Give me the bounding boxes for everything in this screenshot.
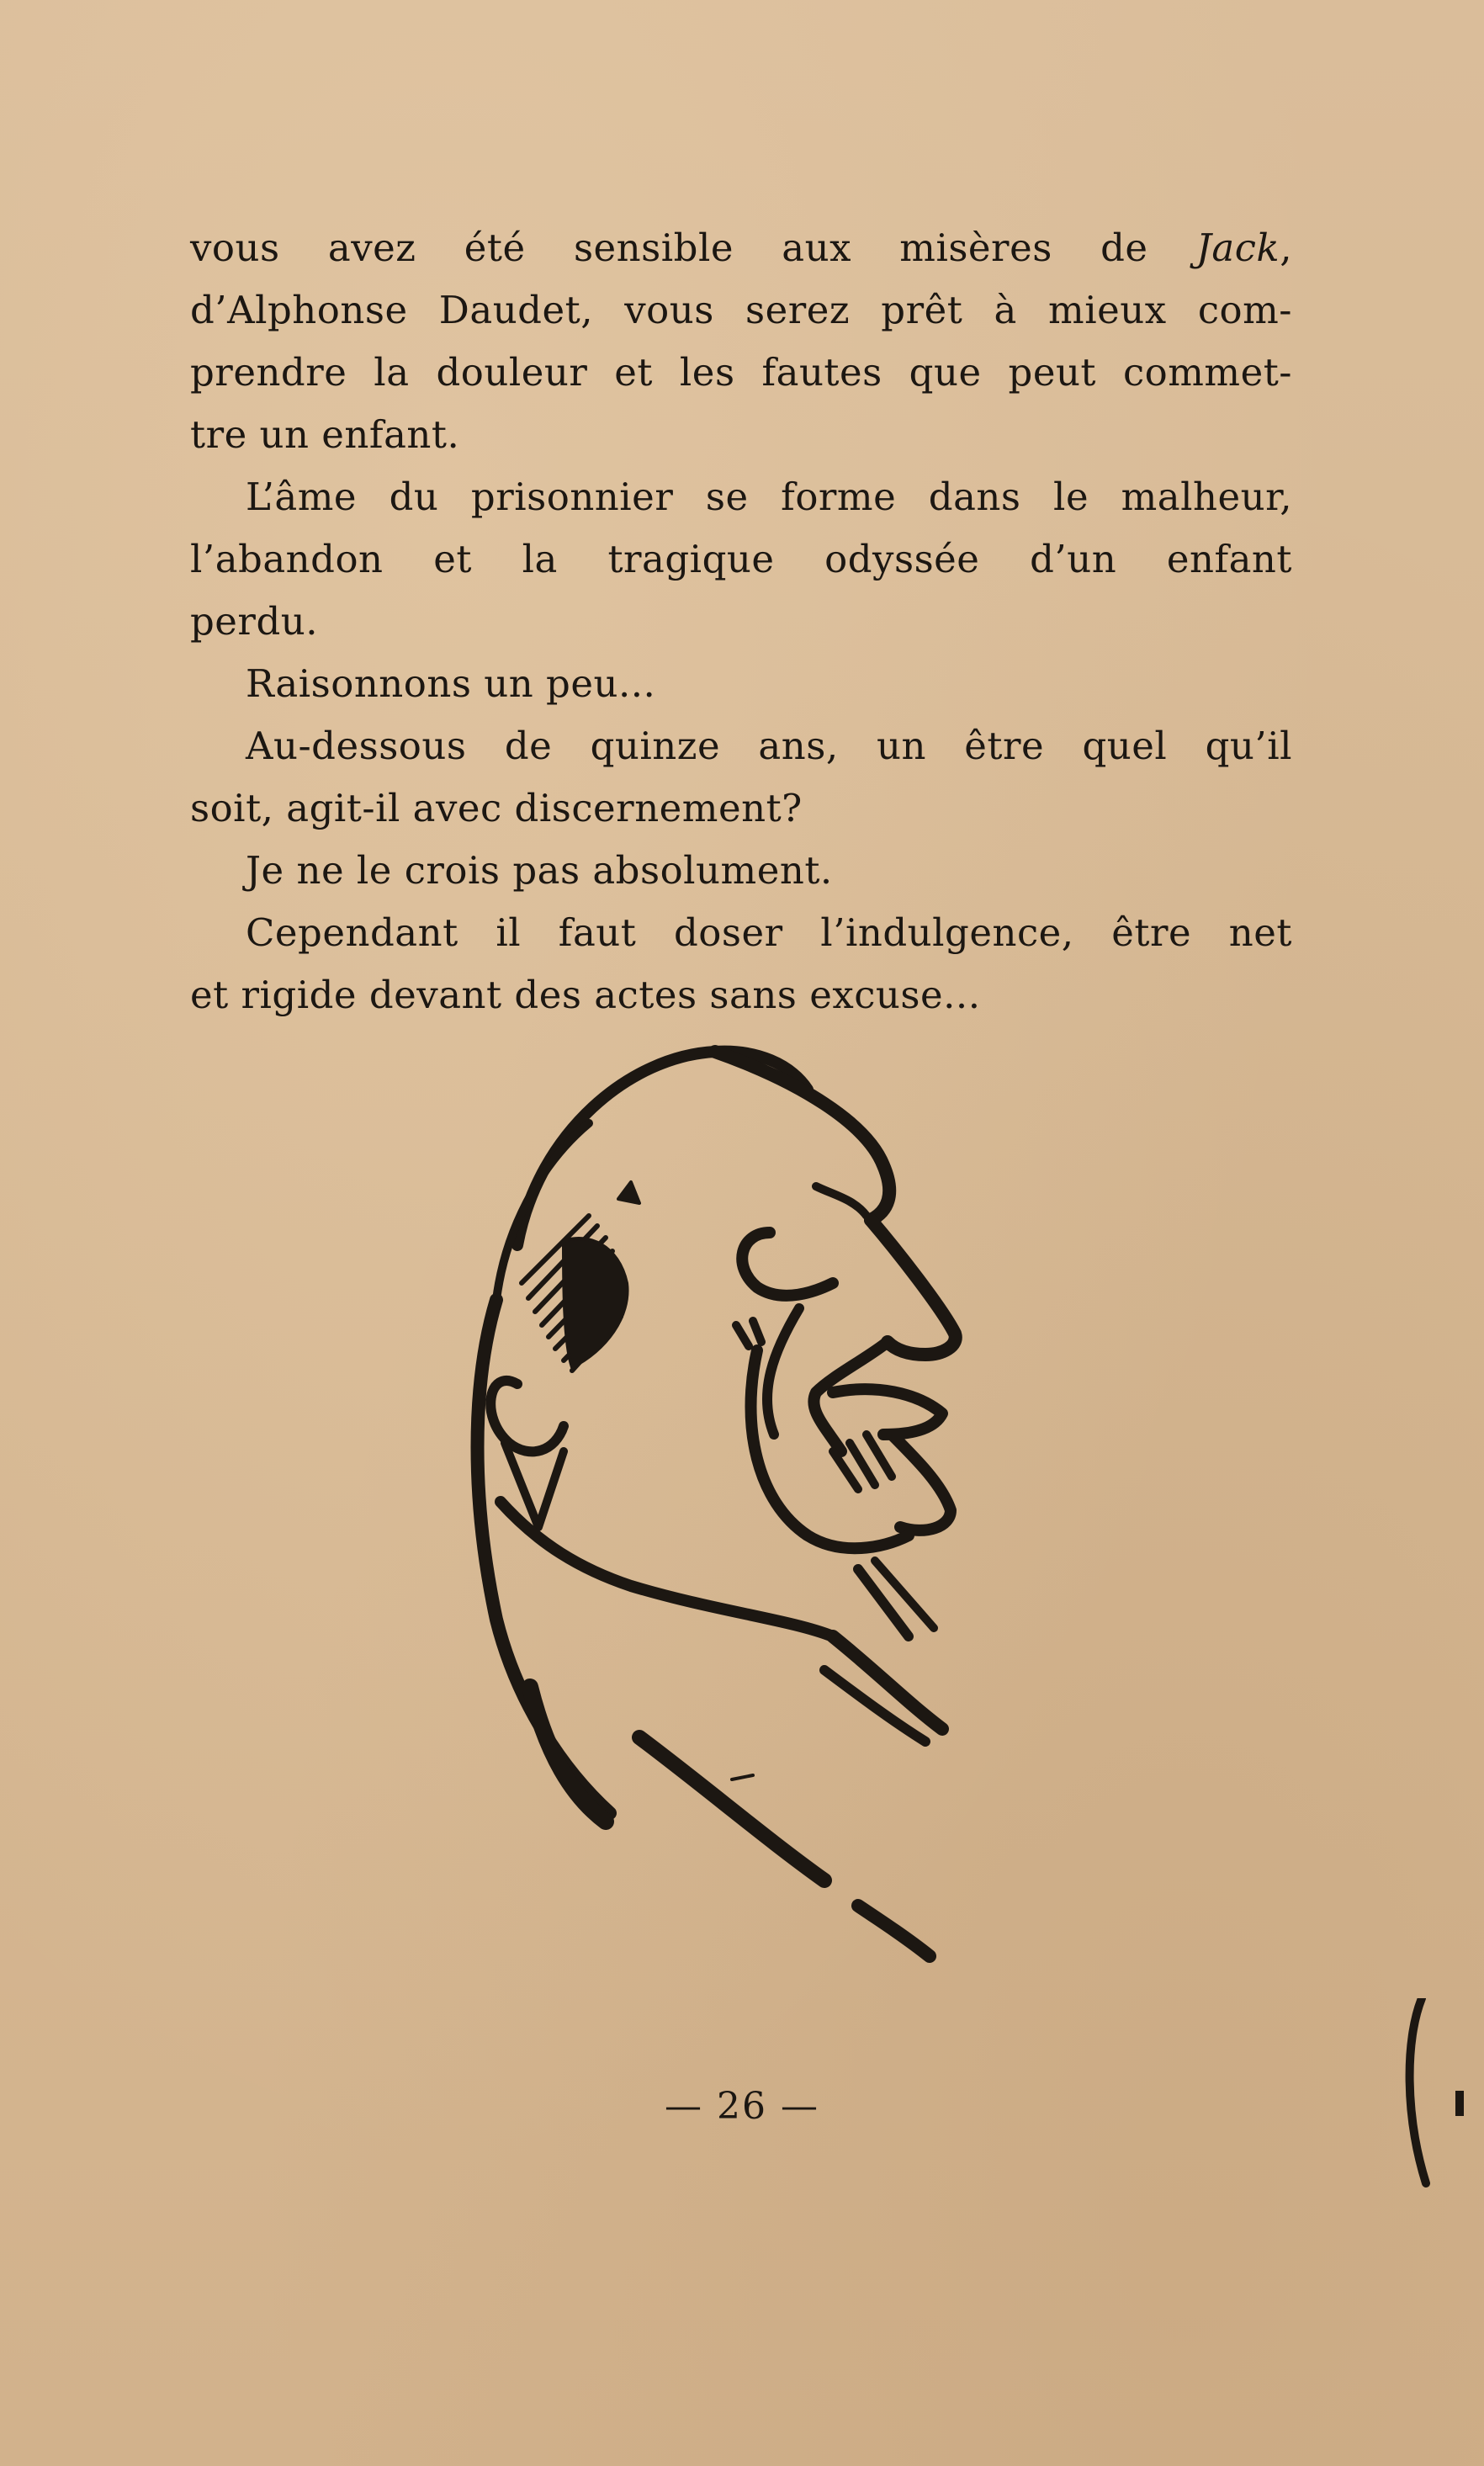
text-line	[190, 466, 1292, 528]
text-segment: d’Alphonse Daudet, vous serez prêt à mieux com-	[190, 288, 1292, 332]
text-segment: l’abandon et la tragique odyssée d’un enfant	[190, 537, 1292, 581]
mouth-upper	[814, 1342, 888, 1451]
page-number: — 26 —	[665, 2085, 819, 2128]
shoulder-stroke	[639, 1737, 824, 1880]
caricature-illustration	[437, 1031, 1026, 2015]
small-tick	[732, 1775, 753, 1779]
nose	[871, 1220, 956, 1355]
text-segment: soit, agit-il avec discernement?	[190, 786, 803, 830]
brow	[742, 1233, 833, 1296]
back-stroke	[530, 1687, 606, 1822]
body-text	[190, 217, 1292, 1026]
collar-4	[875, 1561, 934, 1628]
text-line	[190, 840, 1292, 902]
text-segment: Raisonnons un peu...	[246, 661, 656, 706]
cheek-mark-1	[736, 1325, 749, 1346]
text-line	[190, 528, 1292, 591]
edge-ink-mark	[1397, 1998, 1484, 2192]
cheek-line	[767, 1308, 799, 1435]
mustache	[833, 1389, 942, 1435]
italic-title: Jack	[1195, 225, 1280, 270]
text-line	[190, 715, 1292, 777]
cheek-mark-2	[753, 1321, 761, 1342]
text-line	[190, 653, 1292, 715]
hair-spike	[618, 1182, 639, 1203]
text-segment: prendre la douleur et les fautes que peut commet-	[190, 350, 1292, 395]
lower-stroke	[858, 1906, 930, 1956]
text-line	[190, 279, 1292, 342]
text-segment: ,	[1280, 225, 1292, 270]
text-line	[190, 777, 1292, 840]
collar-3	[858, 1569, 909, 1636]
text-line	[190, 342, 1292, 404]
text-segment: tre un enfant.	[190, 412, 460, 457]
text-segment: Je ne le crois pas absolument.	[246, 848, 833, 893]
text-segment: vous avez été sensible aux misères de	[190, 225, 1196, 270]
text-segment: L’âme du prisonnier se forme dans le malheur,	[246, 475, 1292, 519]
chin	[892, 1435, 951, 1530]
neck-line-2	[501, 1502, 833, 1636]
text-line	[190, 217, 1292, 279]
text-segment: Cependant il faut doser l’indulgence, être net	[246, 910, 1292, 955]
text-segment: et rigide devant des actes sans excuse...	[190, 973, 981, 1017]
eye-brow-line	[816, 1186, 867, 1216]
text-segment: perdu.	[190, 599, 319, 644]
text-line	[190, 964, 1292, 1026]
text-segment: Au-dessous de quinze ans, un être quel qu’il	[246, 724, 1292, 768]
text-line	[190, 902, 1292, 964]
text-line	[190, 591, 1292, 653]
text-line	[190, 404, 1292, 466]
hair-mass	[564, 1238, 628, 1367]
